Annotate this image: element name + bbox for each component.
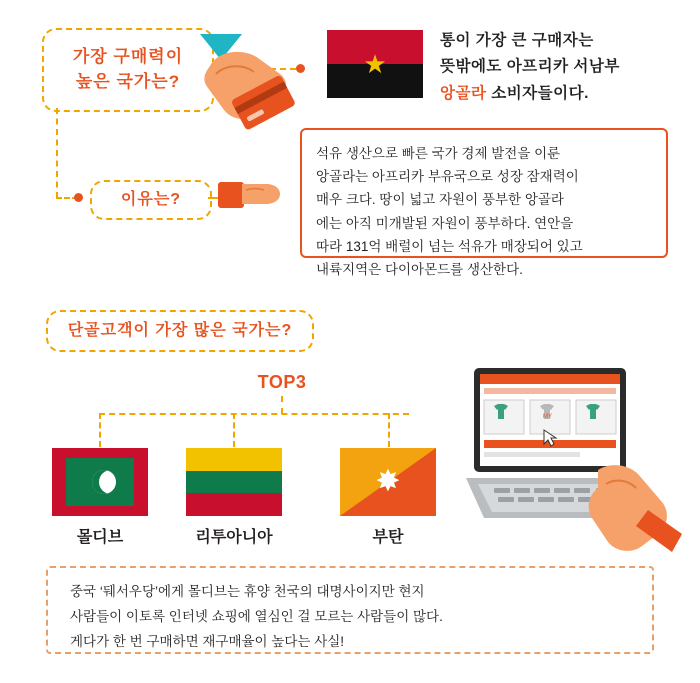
bottom-note-box	[46, 566, 654, 654]
bottom-note-line-1: 중국 ‘뒈서우당’에게 몰디브는 휴양 천국의 대명사이지만 현지	[70, 584, 425, 599]
reason-line-1: 석유 생산으로 빠른 국가 경제 발전을 이룬	[316, 146, 561, 161]
question3-label: 단골고객이 가장 많은 국가는?	[67, 322, 293, 340]
top3-branch-right	[388, 413, 390, 447]
question1-line2: 높은 국가는?	[75, 72, 181, 91]
angola-description	[440, 28, 688, 107]
bottom-note-line-2: 사람들이 이토록 인터넷 쇼핑에 열심인 걸 모르는 사람들이 많다.	[70, 608, 443, 624]
reason-paragraph-box	[300, 128, 668, 278]
angola-text-line1: 통이 가장 큰 구매자는	[440, 32, 594, 49]
top3-branch-mid	[233, 413, 235, 447]
angola-text-line2: 뜻밖에도 아프리카 서남부	[440, 58, 620, 76]
question1-line1: 가장 구매력이	[72, 47, 184, 67]
question-bubble-loyal-customers	[46, 310, 314, 352]
country-caption-bhutan: 부탄	[372, 529, 404, 546]
svg-text:MY: MY	[543, 414, 552, 420]
bhutan-flag-dragon-icon: ✸	[375, 465, 401, 498]
pointing-hand-illustration	[218, 172, 288, 220]
lithuania-flag-red-band	[186, 493, 282, 516]
pointing-hand-svg	[218, 172, 288, 220]
reason-line-5: 따라 131억 배럴이 넘는 석유가 매장되어 있고	[316, 238, 583, 254]
laptop-svg	[466, 366, 682, 556]
hand-card-svg	[196, 30, 306, 140]
reason-line-4: 에는 아직 미개발된 자원이 풍부하다. 연안을	[316, 215, 574, 231]
country-caption-maldives: 몰디브	[76, 529, 124, 546]
angola-highlight: 앙골라	[440, 84, 487, 102]
angola-flag	[327, 30, 423, 98]
lithuania-flag-green-band	[186, 471, 282, 494]
angola-flag-emblem-icon: ★	[363, 49, 387, 79]
top3-stem	[281, 396, 283, 414]
maldives-flag	[52, 448, 148, 516]
reason-line-6: 내륙지역은 다이아몬드를 생산한다.	[316, 262, 523, 278]
reason-line-3: 매우 크다. 땅이 넓고 자원이 풍부한 앙골라	[316, 192, 564, 208]
lithuania-flag-yellow-band	[186, 448, 282, 471]
bottom-note-line-3: 게다가 한 번 구매하면 재구매율이 높다는 사실!	[70, 633, 345, 649]
top3-crossbar	[99, 413, 409, 415]
maldives-flag-crescent-icon	[92, 470, 116, 494]
country-caption-lithuania: 리투아니아	[195, 529, 273, 546]
reason-line-2: 앙골라는 아프리카 부유국으로 성장 잠재력이	[316, 169, 579, 185]
lithuania-flag	[186, 448, 282, 516]
bhutan-flag	[340, 448, 436, 516]
connector-q2-to-reason	[208, 197, 218, 199]
question-bubble-purchasing-power	[42, 28, 214, 112]
angola-text-line3-rest: 소비자들이다.	[486, 84, 589, 102]
connector-q1-q2-vertical	[56, 108, 58, 198]
laptop-shopping-illustration	[466, 366, 682, 556]
top3-label: TOP3	[257, 372, 307, 392]
hand-with-card-illustration	[196, 30, 306, 140]
top3-branch-left	[99, 413, 101, 447]
question2-label: 이유는?	[120, 191, 182, 209]
question-bubble-reason	[90, 180, 212, 220]
connector-dot-q2	[74, 193, 83, 202]
angola-text-line3	[440, 81, 688, 107]
